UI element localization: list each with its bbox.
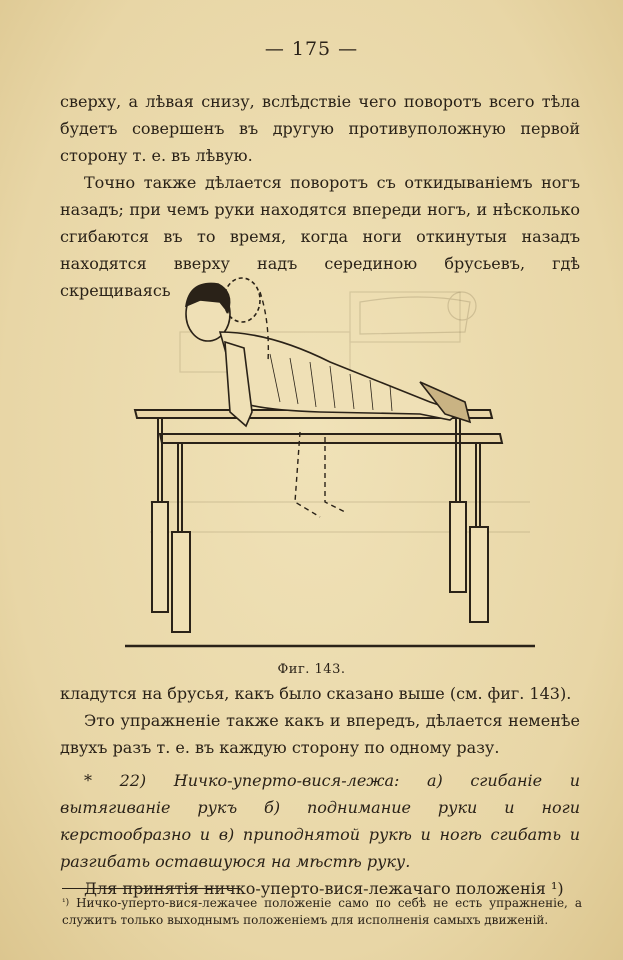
- paragraph-repeat-twice: Это упражненіе также какъ и впередъ, дѣлается неменѣе двухъ разъ т. е. въ каждую сторону по одному разу.: [60, 711, 580, 757]
- exercise-22-heading: * 22) Ничко-уперто-вися-лежа: а) сгибаніе и вытягиваніе рукъ б) поднимание руки и ноги керстообразно и в) приподнятой рукѣ и ногѣ сгибать и разгибать оставшуюся на мѣстѣ руку.: [60, 771, 580, 871]
- gymnast-on-parallel-bars-drawing: [120, 262, 540, 662]
- paragraph-laid-on-bars: кладутся на брусья, какъ было сказано выше (см. фиг. 143).: [60, 684, 572, 703]
- figure-caption: Фиг. 143.: [277, 662, 346, 677]
- footnote: [62, 895, 582, 929]
- footnote-divider: [62, 888, 240, 889]
- paragraph-assume-position: Для принятія ничко-уперто-вися-лежачаго положенія ¹): [84, 879, 564, 898]
- paragraph-turn-backward: Точно также дѣлается поворотъ съ откидываніемъ ногъ назадъ; при чемъ руки находятся впереди ногъ, и нѣсколько сгибаются въ то время, когда ноги откинутыя назадъ находятся вверху надъ серединою брусьевъ, гдѣ скрещиваясь: [60, 173, 580, 300]
- bottom-text-block: [60, 680, 580, 902]
- footnote-text: Ничко-уперто-вися-лежачее положеніе само по себѣ не есть упражненіе, а служитъ только выходнымъ положеніемъ для исполненія самыхъ движеній.: [62, 896, 582, 927]
- footnote-mark: ¹): [62, 898, 70, 908]
- paragraph-continuation: сверху, а лѣвая снизу, вслѣдствіе чего поворотъ всего тѣла будетъ совершенъ въ другую противуположную первой сторону т. е. въ лѣвую.: [60, 92, 580, 165]
- figure-143-illustration: [120, 262, 540, 662]
- page-number: — 175 —: [264, 38, 359, 60]
